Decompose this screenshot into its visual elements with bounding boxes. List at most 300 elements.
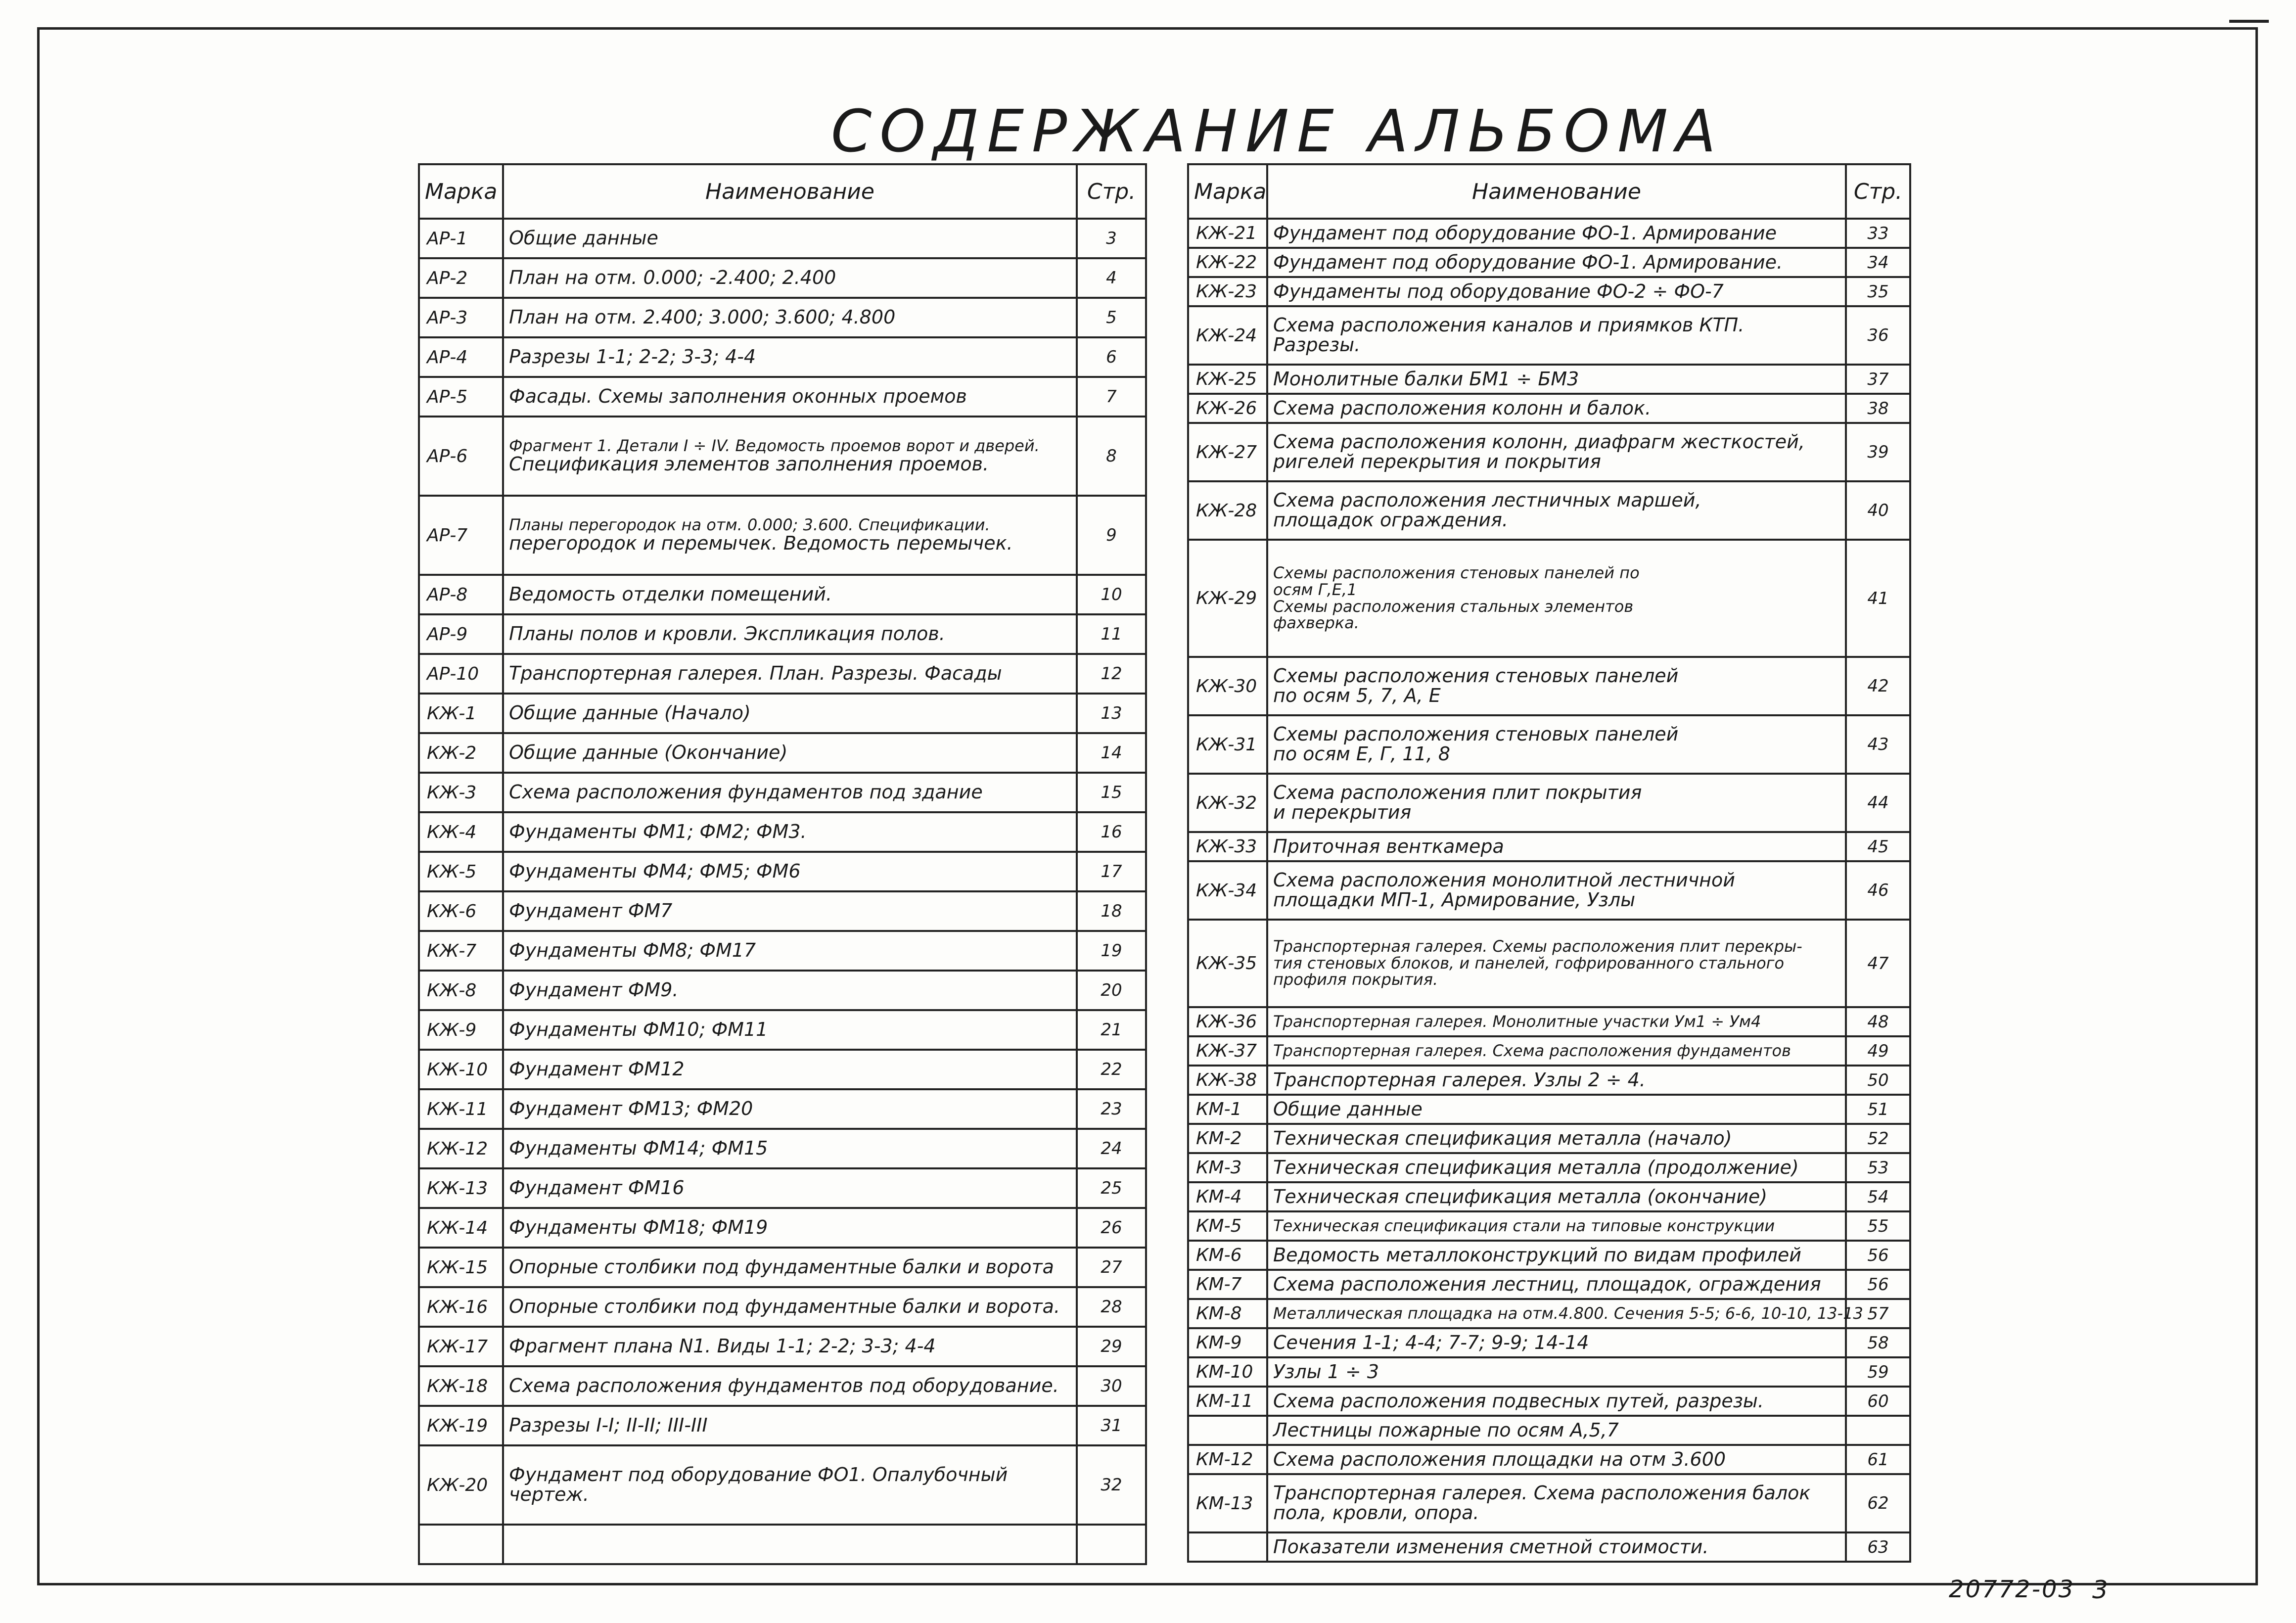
table-row <box>1188 1445 1910 1474</box>
table-row <box>1188 1474 1910 1532</box>
table-row <box>419 891 1146 931</box>
row-name <box>1267 715 1846 774</box>
row-mark: АР-1 <box>419 219 503 258</box>
table-row <box>1188 1299 1910 1328</box>
row-name-line: Фундаменты ФМ10; ФМ11 <box>509 1019 768 1041</box>
header-name: Наименование <box>503 164 1077 219</box>
row-name-line: Схема расположения плит покрытия <box>1273 782 1642 804</box>
table-row <box>419 1089 1146 1129</box>
row-name-line: Транспортерная галерея. Монолитные участки Ум1 ÷ Ум4 <box>1273 1012 1761 1031</box>
table-row <box>1188 1211 1910 1241</box>
row-name-line: Приточная венткамера <box>1273 835 1504 857</box>
table-row <box>419 971 1146 1010</box>
row-name <box>1267 1211 1846 1241</box>
row-name-line: Металлическая площадка на отм.4.800. Сечения 5-5; 6-6, 10-10, 13-13 <box>1273 1303 1863 1323</box>
table-row <box>1188 248 1910 277</box>
row-mark: АР-3 <box>419 298 503 337</box>
row-page: 63 <box>1846 1532 1910 1562</box>
row-page: 56 <box>1846 1241 1910 1270</box>
row-name-line: Разрезы 1-1; 2-2; 3-3; 4-4 <box>509 346 756 368</box>
row-name <box>1267 219 1846 248</box>
row-mark: КМ-10 <box>1188 1357 1267 1387</box>
row-page: 27 <box>1077 1248 1146 1287</box>
row-mark: АР-7 <box>419 496 503 575</box>
table-row <box>419 812 1146 852</box>
table-header-row <box>419 164 1146 219</box>
header-page: Стр. <box>1077 164 1146 219</box>
row-page: 6 <box>1077 337 1146 377</box>
row-name <box>503 694 1077 733</box>
row-name <box>1267 248 1846 277</box>
row-page: 37 <box>1846 365 1910 394</box>
row-mark: КЖ-18 <box>419 1366 503 1406</box>
row-mark: КЖ-34 <box>1188 861 1267 920</box>
row-name-line: Схемы расположения стальных элементов <box>1273 597 1634 616</box>
row-name <box>503 1445 1077 1525</box>
table-row <box>419 931 1146 971</box>
row-mark: КЖ-35 <box>1188 920 1267 1007</box>
row-name <box>503 298 1077 337</box>
row-name-line: ригелей перекрытия и покрытия <box>1273 451 1601 472</box>
row-page: 24 <box>1077 1129 1146 1168</box>
row-mark: КЖ-8 <box>419 971 503 1010</box>
row-page: 36 <box>1846 306 1910 365</box>
row-page: 28 <box>1077 1287 1146 1327</box>
row-name <box>1267 1357 1846 1387</box>
table-row <box>419 1525 1146 1564</box>
row-mark: КМ-2 <box>1188 1124 1267 1153</box>
row-page: 40 <box>1846 481 1910 540</box>
row-page: 29 <box>1077 1327 1146 1366</box>
row-name <box>1267 1299 1863 1328</box>
row-name <box>503 417 1077 496</box>
row-name <box>503 496 1077 575</box>
table-header-row <box>1188 164 1910 219</box>
table-row <box>419 417 1146 496</box>
row-page: 21 <box>1077 1010 1146 1050</box>
table-row <box>419 773 1146 812</box>
row-name <box>1267 1474 1846 1532</box>
row-name-line: Схема расположения монолитной лестничной <box>1273 869 1735 891</box>
row-name-line: Схема расположения лестниц, площадок, ограждения <box>1273 1273 1821 1295</box>
row-page: 4 <box>1077 258 1146 298</box>
row-name <box>503 1010 1077 1050</box>
table-row <box>1188 1270 1910 1299</box>
row-name-line: Техническая спецификация металла (окончание) <box>1273 1185 1768 1207</box>
row-page: 22 <box>1077 1050 1146 1089</box>
row-name-line: Схемы расположения стеновых панелей <box>1273 665 1679 687</box>
row-name-line: Спецификация элементов заполнения проемов. <box>509 453 989 475</box>
row-mark: КЖ-36 <box>1188 1007 1267 1036</box>
table-row <box>1188 277 1910 306</box>
row-name <box>503 971 1077 1010</box>
row-name-line: Схема расположения фундаментов под оборудование. <box>509 1375 1059 1397</box>
table-row <box>419 258 1146 298</box>
row-mark: КЖ-10 <box>419 1050 503 1089</box>
document-code: 20772-03 <box>1949 1576 2075 1603</box>
table-row <box>419 1445 1146 1525</box>
row-mark: КЖ-19 <box>419 1406 503 1445</box>
row-mark: КЖ-6 <box>419 891 503 931</box>
row-name-line: Сечения 1-1; 4-4; 7-7; 9-9; 14-14 <box>1273 1331 1589 1353</box>
row-name-line: Схема расположения каналов и приямков КТП. <box>1273 314 1745 336</box>
row-name <box>1267 861 1846 920</box>
sheet-number: 3 <box>2092 1576 2108 1604</box>
row-page: 15 <box>1077 773 1146 812</box>
row-name-line: Узлы 1 ÷ 3 <box>1273 1360 1379 1383</box>
row-page: 45 <box>1846 832 1910 861</box>
row-name-line: Монолитные балки БМ1 ÷ БМ3 <box>1273 368 1579 390</box>
table-row <box>419 1327 1146 1366</box>
row-name <box>1267 1036 1846 1066</box>
table-row <box>1188 715 1910 774</box>
row-name-line: Фундамент ФМ13; ФМ20 <box>509 1098 753 1120</box>
table-row <box>1188 1241 1910 1270</box>
row-name-line: Техническая спецификация металла (продолжение) <box>1273 1156 1799 1178</box>
row-page <box>1077 1525 1146 1564</box>
table-row <box>1188 481 1910 540</box>
row-mark: КЖ-2 <box>419 733 503 773</box>
row-name <box>1267 394 1846 423</box>
row-mark: КМ-11 <box>1188 1387 1267 1416</box>
table-row <box>1188 1182 1910 1211</box>
row-name <box>503 733 1077 773</box>
row-mark: КЖ-27 <box>1188 423 1267 481</box>
row-mark <box>1188 1416 1267 1445</box>
row-name-line: фахверка. <box>1273 613 1359 633</box>
table-row <box>1188 774 1910 832</box>
row-mark: КМ-4 <box>1188 1182 1267 1211</box>
row-name <box>1267 1182 1846 1211</box>
row-name <box>503 1050 1077 1089</box>
table-row <box>1188 861 1910 920</box>
table-row <box>1188 832 1910 861</box>
row-mark: КЖ-30 <box>1188 657 1267 715</box>
row-mark: КМ-9 <box>1188 1328 1267 1357</box>
row-page: 43 <box>1846 715 1910 774</box>
table-row <box>419 337 1146 377</box>
row-name-line: Техническая спецификация стали на типовые конструкции <box>1273 1216 1775 1235</box>
row-name <box>1267 540 1846 657</box>
row-name <box>503 931 1077 971</box>
row-name <box>503 1248 1077 1287</box>
row-page: 17 <box>1077 852 1146 891</box>
row-name-line: Фундаменты ФМ18; ФМ19 <box>509 1216 768 1239</box>
row-page: 55 <box>1846 1211 1910 1241</box>
row-name-line: Ведомость отделки помещений. <box>509 583 832 605</box>
row-page: 56 <box>1846 1270 1910 1299</box>
row-name <box>1267 1124 1846 1153</box>
row-mark: КЖ-12 <box>419 1129 503 1168</box>
row-mark: КЖ-9 <box>419 1010 503 1050</box>
row-mark: КЖ-38 <box>1188 1066 1267 1095</box>
table-row <box>419 1129 1146 1168</box>
table-row <box>419 852 1146 891</box>
table-row <box>1188 1124 1910 1153</box>
table-row <box>1188 1007 1910 1036</box>
row-mark: КЖ-16 <box>419 1287 503 1327</box>
row-name <box>503 1406 1077 1445</box>
row-page: 34 <box>1846 248 1910 277</box>
table-row <box>1188 423 1910 481</box>
row-name <box>1267 774 1846 832</box>
row-name <box>1267 657 1846 715</box>
table-row <box>419 614 1146 654</box>
header-name: Наименование <box>1267 164 1846 219</box>
row-name-line: Схема расположения колонн, диафрагм жесткостей, <box>1273 431 1805 453</box>
row-page: 41 <box>1846 540 1910 657</box>
row-page: 19 <box>1077 931 1146 971</box>
row-page: 5 <box>1077 298 1146 337</box>
row-name <box>503 773 1077 812</box>
row-mark: КМ-7 <box>1188 1270 1267 1299</box>
row-name <box>1267 306 1846 365</box>
row-page: 51 <box>1846 1095 1910 1124</box>
row-page: 48 <box>1846 1007 1910 1036</box>
table-row <box>1188 1328 1910 1357</box>
table-row <box>419 1010 1146 1050</box>
row-name-line: Фундаменты ФМ1; ФМ2; ФМ3. <box>509 821 807 843</box>
row-page: 23 <box>1077 1089 1146 1129</box>
row-name <box>1267 423 1846 481</box>
row-name <box>1267 1241 1846 1270</box>
row-name <box>503 1327 1077 1366</box>
row-name-line: Ведомость металлоконструкций по видам профилей <box>1273 1244 1801 1266</box>
row-name-line: Общие данные <box>1273 1098 1423 1120</box>
table-row <box>419 377 1146 417</box>
row-name <box>1267 1270 1846 1299</box>
row-name-line: Схема расположения колонн и балок. <box>1273 397 1652 419</box>
row-page: 60 <box>1846 1387 1910 1416</box>
row-mark: КЖ-15 <box>419 1248 503 1287</box>
row-name <box>1267 920 1846 1007</box>
row-mark: АР-2 <box>419 258 503 298</box>
table-row <box>1188 365 1910 394</box>
row-page: 35 <box>1846 277 1910 306</box>
row-name-line: Общие данные <box>509 227 658 249</box>
table-row <box>419 1248 1146 1287</box>
table-row <box>1188 1095 1910 1124</box>
row-mark: КЖ-3 <box>419 773 503 812</box>
row-mark: КМ-5 <box>1188 1211 1267 1241</box>
page-title: СОДЕРЖАНИЕ АЛЬБОМА <box>831 97 1724 165</box>
row-name-line: Фундамент ФМ7 <box>509 900 673 922</box>
row-name-line: по осям Е, Г, 11, 8 <box>1273 743 1451 765</box>
row-page: 53 <box>1846 1153 1910 1182</box>
table-row <box>1188 1357 1910 1387</box>
row-page: 33 <box>1846 219 1910 248</box>
table-row <box>1188 394 1910 423</box>
table-row <box>419 654 1146 694</box>
table-row <box>1188 1387 1910 1416</box>
contents-table-right <box>1187 163 1911 1563</box>
row-name <box>1267 1066 1846 1095</box>
drawing-frame <box>37 27 2258 1585</box>
table-row <box>419 1406 1146 1445</box>
row-name-line: Фундамент ФМ9. <box>509 979 679 1001</box>
row-page: 11 <box>1077 614 1146 654</box>
table-row <box>1188 1036 1910 1066</box>
row-mark: КЖ-13 <box>419 1168 503 1208</box>
row-mark: АР-5 <box>419 377 503 417</box>
row-page: 26 <box>1077 1208 1146 1248</box>
row-name <box>1267 1153 1846 1182</box>
row-name-line: Транспортерная галерея. План. Разрезы. Фасады <box>509 662 1002 685</box>
row-name-line: Схема расположения подвесных путей, разрезы. <box>1273 1390 1764 1412</box>
row-name-line: Фундаменты ФМ8; ФМ17 <box>509 939 756 962</box>
row-name-line: Общие данные (Окончание) <box>509 742 788 764</box>
row-page: 52 <box>1846 1124 1910 1153</box>
row-page: 10 <box>1077 575 1146 614</box>
table-row <box>1188 920 1910 1007</box>
row-name-line: тия стеновых блоков, и панелей, гофрированного стального <box>1273 953 1785 973</box>
row-name <box>1267 1095 1846 1124</box>
row-name-line: Планы полов и кровли. Экспликация полов. <box>509 623 945 645</box>
row-page: 30 <box>1077 1366 1146 1406</box>
row-page: 47 <box>1846 920 1910 1007</box>
row-name-line: Фундамент ФМ12 <box>509 1058 685 1080</box>
row-page: 9 <box>1077 496 1146 575</box>
row-page: 57 <box>1846 1299 1910 1328</box>
row-name-line: Транспортерная галерея. Схема расположения фундаментов <box>1273 1041 1791 1060</box>
row-name-line: Планы перегородок на отм. 0.000; 3.600. Спецификации. <box>509 515 990 535</box>
row-name-line: Схемы расположения стеновых панелей <box>1273 723 1679 745</box>
table-row <box>1188 219 1910 248</box>
row-name-line: Фундаменты ФМ4; ФМ5; ФМ6 <box>509 860 801 882</box>
row-name-line: Лестницы пожарные по осям А,5,7 <box>1273 1419 1619 1441</box>
row-mark <box>419 1525 503 1564</box>
row-name-line: Опорные столбики под фундаментные балки и ворота <box>509 1256 1054 1278</box>
row-name <box>1267 1387 1846 1416</box>
row-mark: КЖ-26 <box>1188 394 1267 423</box>
row-name-line: осям Г,Е,1 <box>1273 580 1357 599</box>
row-name-line: Фундамент под оборудование ФО-1. Армирование. <box>1273 251 1783 273</box>
row-mark: КЖ-33 <box>1188 832 1267 861</box>
row-name-line: профиля покрытия. <box>1273 970 1438 989</box>
row-mark: КЖ-29 <box>1188 540 1267 657</box>
row-page: 16 <box>1077 812 1146 852</box>
row-name <box>503 1168 1077 1208</box>
table-row <box>419 694 1146 733</box>
row-name <box>503 1525 1077 1564</box>
row-name-line: Показатели изменения сметной стоимости. <box>1273 1535 1709 1558</box>
row-page: 59 <box>1846 1357 1910 1387</box>
table-row <box>1188 1416 1910 1445</box>
row-name-line: Фундамент под оборудование ФО1. Опалубочный <box>509 1464 1008 1486</box>
row-page: 49 <box>1846 1036 1910 1066</box>
row-page: 8 <box>1077 417 1146 496</box>
row-name-line: Схема расположения лестничных маршей, <box>1273 489 1701 511</box>
header-page: Стр. <box>1846 164 1910 219</box>
row-mark <box>1188 1532 1267 1562</box>
table-row <box>1188 1066 1910 1095</box>
row-name-line: чертеж. <box>509 1484 589 1505</box>
row-name <box>503 812 1077 852</box>
row-mark: КЖ-11 <box>419 1089 503 1129</box>
table-row <box>419 575 1146 614</box>
row-mark: КМ-3 <box>1188 1153 1267 1182</box>
row-page: 12 <box>1077 654 1146 694</box>
contents-table-left <box>418 163 1147 1565</box>
row-name <box>1267 277 1846 306</box>
row-page: 38 <box>1846 394 1910 423</box>
row-mark: КЖ-20 <box>419 1445 503 1525</box>
row-mark: КЖ-22 <box>1188 248 1267 277</box>
row-page: 3 <box>1077 219 1146 258</box>
row-name <box>503 614 1077 654</box>
row-name <box>503 1208 1077 1248</box>
row-name-line: Схема расположения фундаментов под здание <box>509 781 983 803</box>
row-name-line: Опорные столбики под фундаментные балки и ворота. <box>509 1296 1060 1318</box>
row-name <box>1267 1007 1846 1036</box>
row-name-line: Общие данные (Начало) <box>509 702 751 724</box>
row-name <box>503 219 1077 258</box>
row-page: 42 <box>1846 657 1910 715</box>
row-name-line: Разрезы. <box>1273 334 1361 356</box>
row-page: 44 <box>1846 774 1910 832</box>
row-name-line: перегородок и перемычек. Ведомость перемычек. <box>509 532 1013 554</box>
row-name <box>1267 365 1846 394</box>
row-page: 58 <box>1846 1328 1910 1357</box>
row-page: 18 <box>1077 891 1146 931</box>
row-name <box>1267 1328 1846 1357</box>
row-name-line: пола, кровли, опора. <box>1273 1502 1479 1524</box>
row-mark: КЖ-4 <box>419 812 503 852</box>
row-name-line: Фундамент под оборудование ФО-1. Армирование <box>1273 222 1777 244</box>
table-row <box>419 1050 1146 1089</box>
table-row <box>419 1168 1146 1208</box>
row-mark: КЖ-14 <box>419 1208 503 1248</box>
row-name-line: Фрагмент 1. Детали I ÷ IV. Ведомость проемов ворот и дверей. <box>509 436 1040 456</box>
row-mark: КЖ-23 <box>1188 277 1267 306</box>
row-mark: КЖ-5 <box>419 852 503 891</box>
row-name <box>503 1287 1077 1327</box>
row-page: 25 <box>1077 1168 1146 1208</box>
table-row <box>419 733 1146 773</box>
table-row <box>1188 1532 1910 1562</box>
row-name-line: Схемы расположения стеновых панелей по <box>1273 563 1640 583</box>
table-row <box>419 1366 1146 1406</box>
row-page: 61 <box>1846 1445 1910 1474</box>
row-name <box>503 337 1077 377</box>
row-name-line: площадок ограждения. <box>1273 509 1508 531</box>
row-name-line: и перекрытия <box>1273 801 1412 823</box>
header-mark: Марка <box>1188 164 1267 219</box>
row-page: 31 <box>1077 1406 1146 1445</box>
row-name-line: Схема расположения площадки на отм 3.600 <box>1273 1448 1726 1470</box>
table-row <box>1188 1153 1910 1182</box>
row-name-line: План на отм. 2.400; 3.000; 3.600; 4.800 <box>509 306 896 328</box>
row-name <box>1267 1532 1846 1562</box>
row-page: 39 <box>1846 423 1910 481</box>
row-page: 46 <box>1846 861 1910 920</box>
row-mark: КМ-12 <box>1188 1445 1267 1474</box>
row-name <box>1267 832 1846 861</box>
row-page <box>1846 1416 1910 1445</box>
table-row <box>419 1208 1146 1248</box>
table-row <box>419 219 1146 258</box>
row-name-line: Техническая спецификация металла (начало) <box>1273 1127 1732 1149</box>
row-name-line: площадки МП-1, Армирование, Узлы <box>1273 889 1636 911</box>
row-mark: АР-6 <box>419 417 503 496</box>
row-mark: КМ-13 <box>1188 1474 1267 1532</box>
row-mark: КЖ-1 <box>419 694 503 733</box>
row-mark: КМ-6 <box>1188 1241 1267 1270</box>
row-mark: КЖ-21 <box>1188 219 1267 248</box>
row-name <box>503 575 1077 614</box>
row-mark: КЖ-37 <box>1188 1036 1267 1066</box>
row-name <box>503 1089 1077 1129</box>
